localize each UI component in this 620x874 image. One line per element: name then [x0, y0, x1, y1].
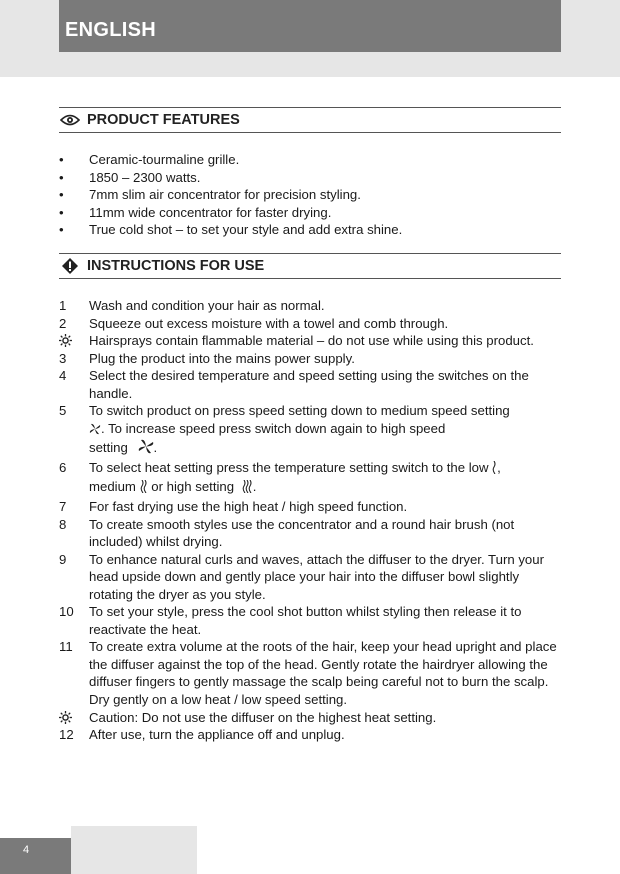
step-item: 9 To enhance natural curls and waves, attach the diffuser to the dryer. Turn your head upside down and gently place your hair into the diffuser bowl slightly rotating the dryer as you style.	[59, 551, 544, 602]
step-item: 6 To select heat setting press the temperature setting switch to the low , medium or high setting .	[59, 459, 561, 498]
list-item: • True cold shot – to set your style and add extra shine.	[59, 222, 403, 238]
product-features-title: PRODUCT FEATURES	[87, 112, 240, 128]
step-item: 2 Squeeze out excess moisture with a towel and comb through.	[59, 315, 449, 331]
features-list	[59, 151, 559, 239]
language-tab	[59, 0, 561, 52]
fan-medium-icon	[89, 422, 101, 440]
step-item: 12 After use, turn the appliance off and unplug.	[59, 727, 345, 743]
step-item: 3 Plug the product into the mains power supply.	[59, 350, 355, 366]
instructions-list	[59, 297, 561, 744]
step-item: 4 Select the desired temperature and speed setting using the switches on the handle.	[59, 368, 529, 401]
step-item: 10 To set your style, press the cool shot button whilst styling then release it to reactivate the heat.	[59, 604, 522, 637]
page-number-tab	[0, 838, 71, 874]
step-item: 5 To switch product on press speed setting down to medium speed setting . To increase speed press switch down again to high speed setting .	[59, 402, 561, 459]
heat-medium-icon	[140, 480, 148, 498]
eye-icon	[59, 112, 81, 128]
instructions-header	[59, 253, 561, 279]
fan-high-icon	[138, 439, 154, 459]
bullet-icon: •	[59, 152, 64, 167]
list-item: • 7mm slim air concentrator for precision styling.	[59, 187, 361, 203]
step-item: 11 To create extra volume at the roots of the hair, keep your head upright and place the diffuser against the top of the head. Gently rotate the hairdryer allowing the diffuser fingers to gently massage the scalp being careful not to burn the scalp. Dry gently on a low heat / low speed setting.	[59, 639, 557, 708]
warning-icon	[59, 258, 81, 274]
note-item: Hairsprays contain flammable material – do not use while using this product.	[59, 332, 561, 350]
instructions-title: INSTRUCTIONS FOR USE	[87, 258, 265, 274]
bullet-icon: •	[59, 187, 64, 203]
list-item: • 1850 – 2300 watts.	[59, 169, 201, 185]
step-item: 1 Wash and condition your hair as normal.	[59, 298, 325, 313]
bullet-icon: •	[59, 222, 64, 238]
language-label: ENGLISH	[65, 19, 156, 41]
heat-high-icon	[242, 480, 253, 498]
list-item: • 11mm wide concentrator for faster drying.	[59, 204, 332, 220]
step-item: 7 For fast drying use the high heat / high speed function.	[59, 499, 408, 515]
product-features-header	[59, 107, 561, 133]
list-item: • Ceramic-tourmaline grille.	[59, 152, 240, 167]
step-item: 8 To create smooth styles use the concentrator and a round hair brush (not included) whilst drying.	[59, 516, 515, 550]
bullet-icon: •	[59, 169, 64, 185]
note-item: Caution: Do not use the diffuser on the highest heat setting.	[59, 709, 561, 727]
page-number: 4	[23, 844, 30, 856]
bullet-icon: •	[59, 204, 64, 220]
footer-band	[71, 826, 197, 874]
